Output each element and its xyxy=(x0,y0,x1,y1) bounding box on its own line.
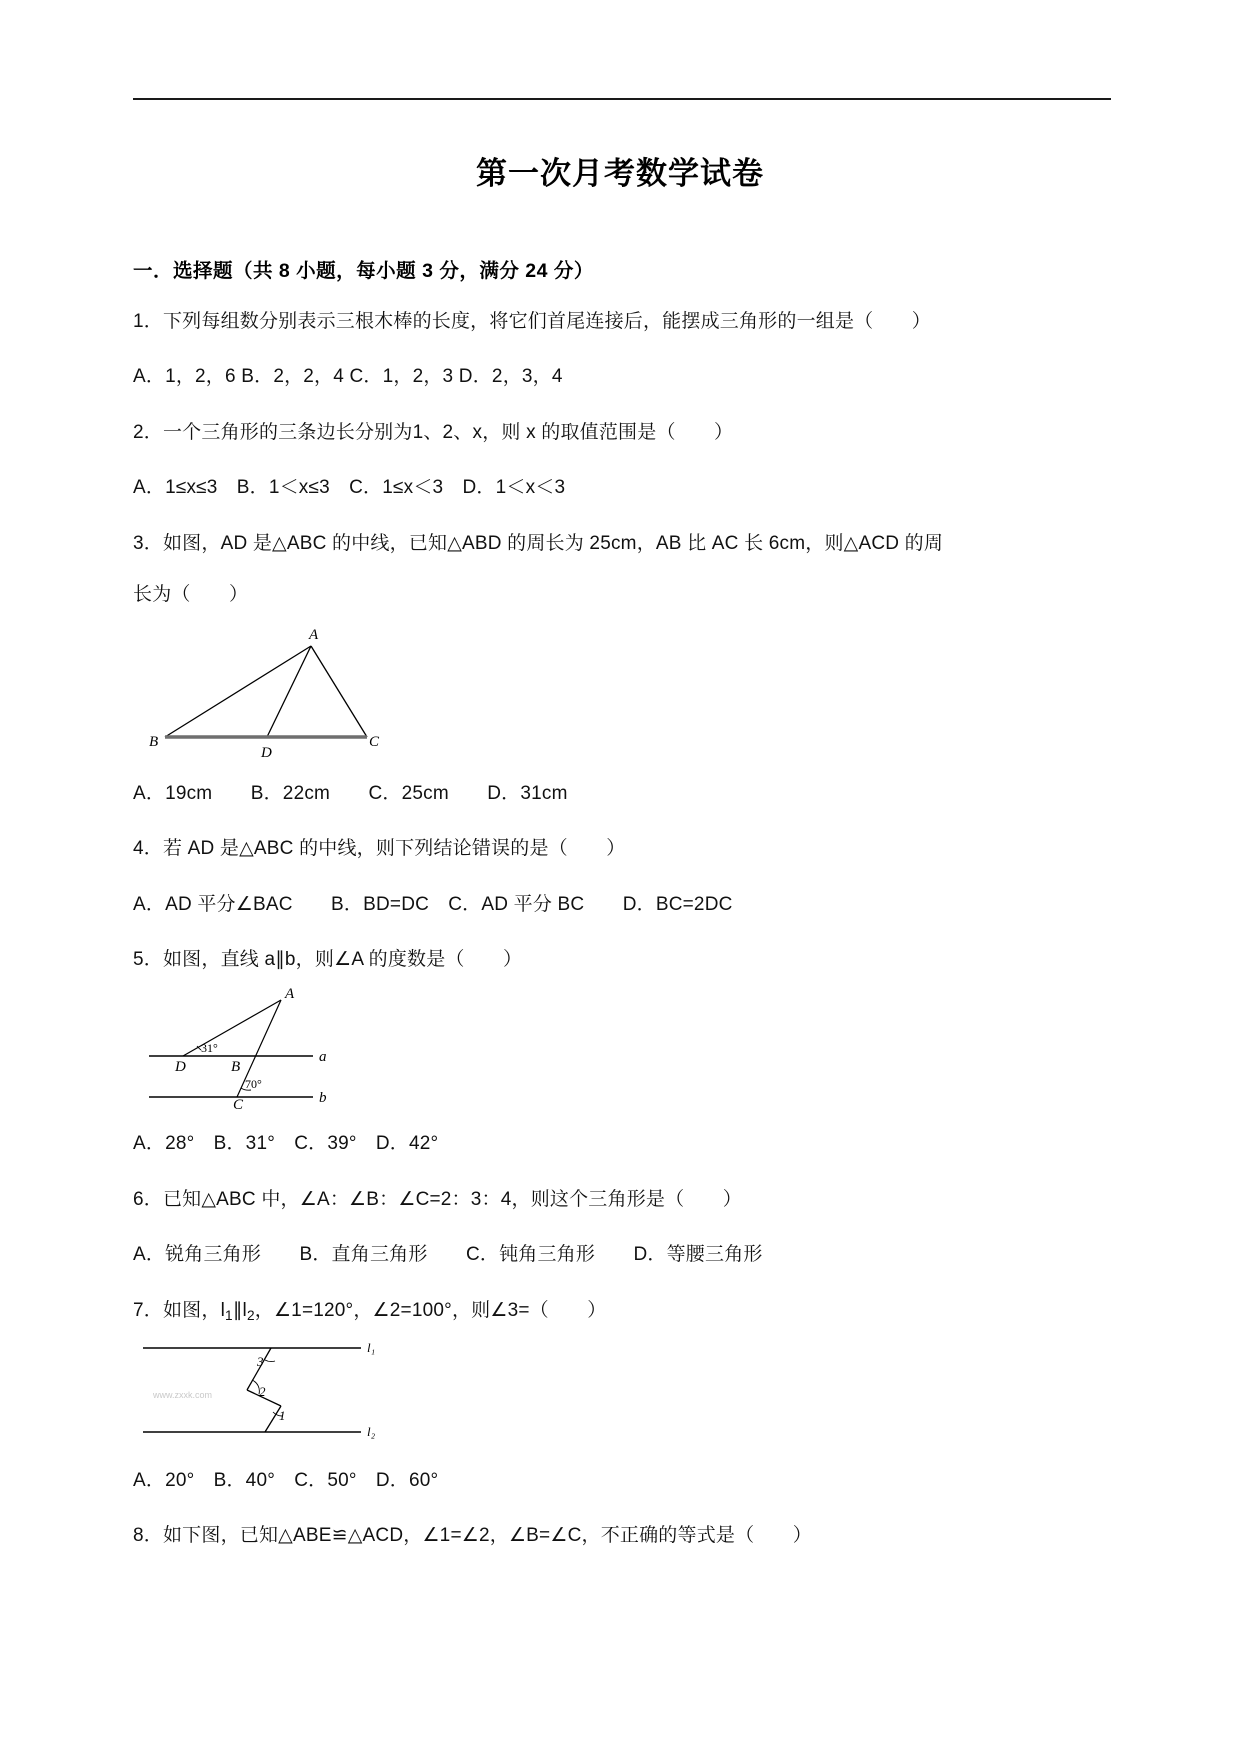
question-5-options: A．28° B．31° C．39° D．42° xyxy=(133,1133,439,1155)
figure-question-5 xyxy=(141,984,1118,1109)
vertex-label-b: B xyxy=(149,733,159,750)
question-3-options: A．19cm B．22cm C．25cm D．31cm xyxy=(133,782,568,804)
line-label-l2: l₂ xyxy=(367,1423,376,1439)
question-5-stem: 5．如图，直线 a∥b，则∠A 的度数是（ ） xyxy=(133,948,523,970)
parallel-lines-angle-svg xyxy=(141,984,351,1109)
question-6-stem: 6．已知△ABC 中，∠A：∠B：∠C=2：3：4，则这个三角形是（ ） xyxy=(133,1188,742,1210)
question-3-stem: 3．如图，AD 是△ABC 的中线，已知△ABD 的周长为 25cm，AB 比 AC 长 6cm，则△ACD 的周 xyxy=(133,532,944,554)
question-8-stem: 8．如下图，已知△ABE≌△ACD，∠1=∠2，∠B=∠C，不正确的等式是（ ） xyxy=(133,1525,812,1547)
question-4-options: A．AD 平分∠BAC B．BD=DC C．AD 平分 BC D．BC=2DC xyxy=(133,893,733,915)
angle-label-70: 70° xyxy=(245,1077,262,1092)
question-7-sub-1: 1 xyxy=(225,1307,233,1323)
page-title: 第一次月考数学试卷 xyxy=(476,156,764,191)
question-1-stem: 1．下列每组数分别表示三根木棒的长度，将它们首尾连接后，能摆成三角形的一组是（ ） xyxy=(133,311,931,332)
point-label-c: C xyxy=(233,1097,244,1110)
angle-label-31: 31° xyxy=(201,1041,218,1056)
question-2-stem: 2．一个三角形的三条边长分别为1、2、x，则 x 的取值范围是（ ） xyxy=(133,421,734,443)
question-3-stem-cont: 长为（ ） xyxy=(133,584,249,606)
point-label-d: D xyxy=(175,1059,186,1076)
question-7-options: A．20° B．40° C．50° D．60° xyxy=(133,1469,439,1491)
angle-label-1: 1 xyxy=(279,1407,286,1423)
vertex-label-c: C xyxy=(369,733,380,750)
figure-question-3 xyxy=(143,624,1118,759)
angle-label-3: 3 xyxy=(257,1353,264,1369)
exam-body xyxy=(133,255,1118,1577)
parallel-lines-zigzag-svg xyxy=(139,1336,389,1446)
question-7-stem-pre: 7．如图，l xyxy=(133,1299,225,1321)
line-label-b: b xyxy=(319,1090,327,1107)
question-2-options: A．1≤x≤3 B．1＜x≤3 C．1≤x＜3 D．1＜x＜3 xyxy=(133,477,566,499)
question-7-stem-mid: ∥l xyxy=(232,1299,247,1321)
point-label-a: A xyxy=(285,986,295,1003)
point-label-b: B xyxy=(231,1059,241,1076)
angle-label-2: 2 xyxy=(259,1383,266,1399)
question-1-options: A．1，2，6 B．2，2，4 C．1，2，3 D．2，3，4 xyxy=(133,366,563,388)
vertex-label-d: D xyxy=(261,744,272,759)
section-heading-choice: 一．选择题（共 8 小题，每小题 3 分，满分 24 分） xyxy=(133,260,594,282)
line-label-l1: l₁ xyxy=(367,1339,376,1355)
vertex-label-a: A xyxy=(309,626,319,643)
header-divider xyxy=(133,98,1111,100)
question-7-stem-post: ，∠1=120°，∠2=100°，则∠3=（ ） xyxy=(254,1299,607,1321)
triangle-median-svg xyxy=(143,624,403,759)
line-label-a: a xyxy=(319,1049,327,1066)
question-4-stem: 4．若 AD 是△ABC 的中线，则下列结论错误的是（ ） xyxy=(133,838,626,860)
watermark-text: www.zxxk.com xyxy=(153,1389,213,1400)
question-7-stem xyxy=(133,1296,1118,1326)
question-6-options: A．锐角三角形 B．直角三角形 C．钝角三角形 D．等腰三角形 xyxy=(133,1244,763,1266)
figure-question-7 xyxy=(139,1336,1118,1446)
question-7-sub-2: 2 xyxy=(246,1307,255,1323)
